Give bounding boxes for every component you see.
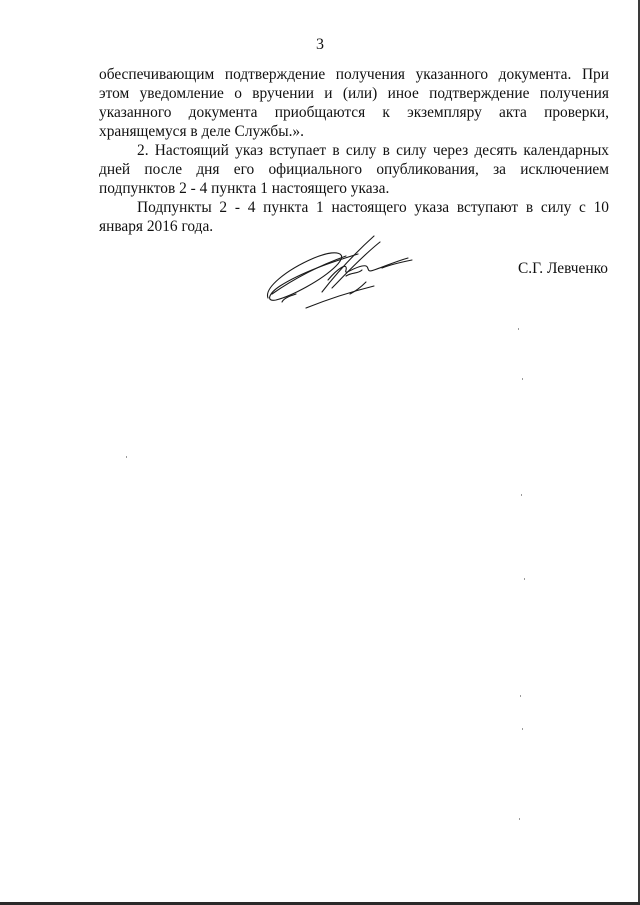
scan-speck xyxy=(522,378,523,380)
scan-speck xyxy=(521,494,522,496)
paragraph-item-2: 2. Настоящий указ вступает в силу в силу через десять календарных дней после дня его официального опубликования, за исключением подпунктов 2 - 4 пункта 1 настоящего указа. xyxy=(99,142,609,197)
handwritten-signature xyxy=(262,232,422,314)
paragraph-continuation: обеспечивающим подтверждение получения указанного документа. При этом уведомление о вручении и (или) иное подтверждение получения указанного документа приобщаются к экземпляру акта проверки, хранящемуся в деле Службы.». xyxy=(99,66,609,140)
signer-name: С.Г. Левченко xyxy=(517,260,608,277)
page-number: 3 xyxy=(316,36,324,53)
scan-speck xyxy=(518,328,519,330)
scan-speck xyxy=(520,695,521,697)
document-body xyxy=(99,65,609,236)
paragraph-subitems: Подпункты 2 - 4 пункта 1 настоящего указа вступают в силу с 10 января 2016 года. xyxy=(99,199,609,235)
scan-speck xyxy=(519,818,520,820)
scan-speck xyxy=(522,728,523,730)
scan-speck xyxy=(524,578,525,580)
scan-speck xyxy=(126,456,127,458)
